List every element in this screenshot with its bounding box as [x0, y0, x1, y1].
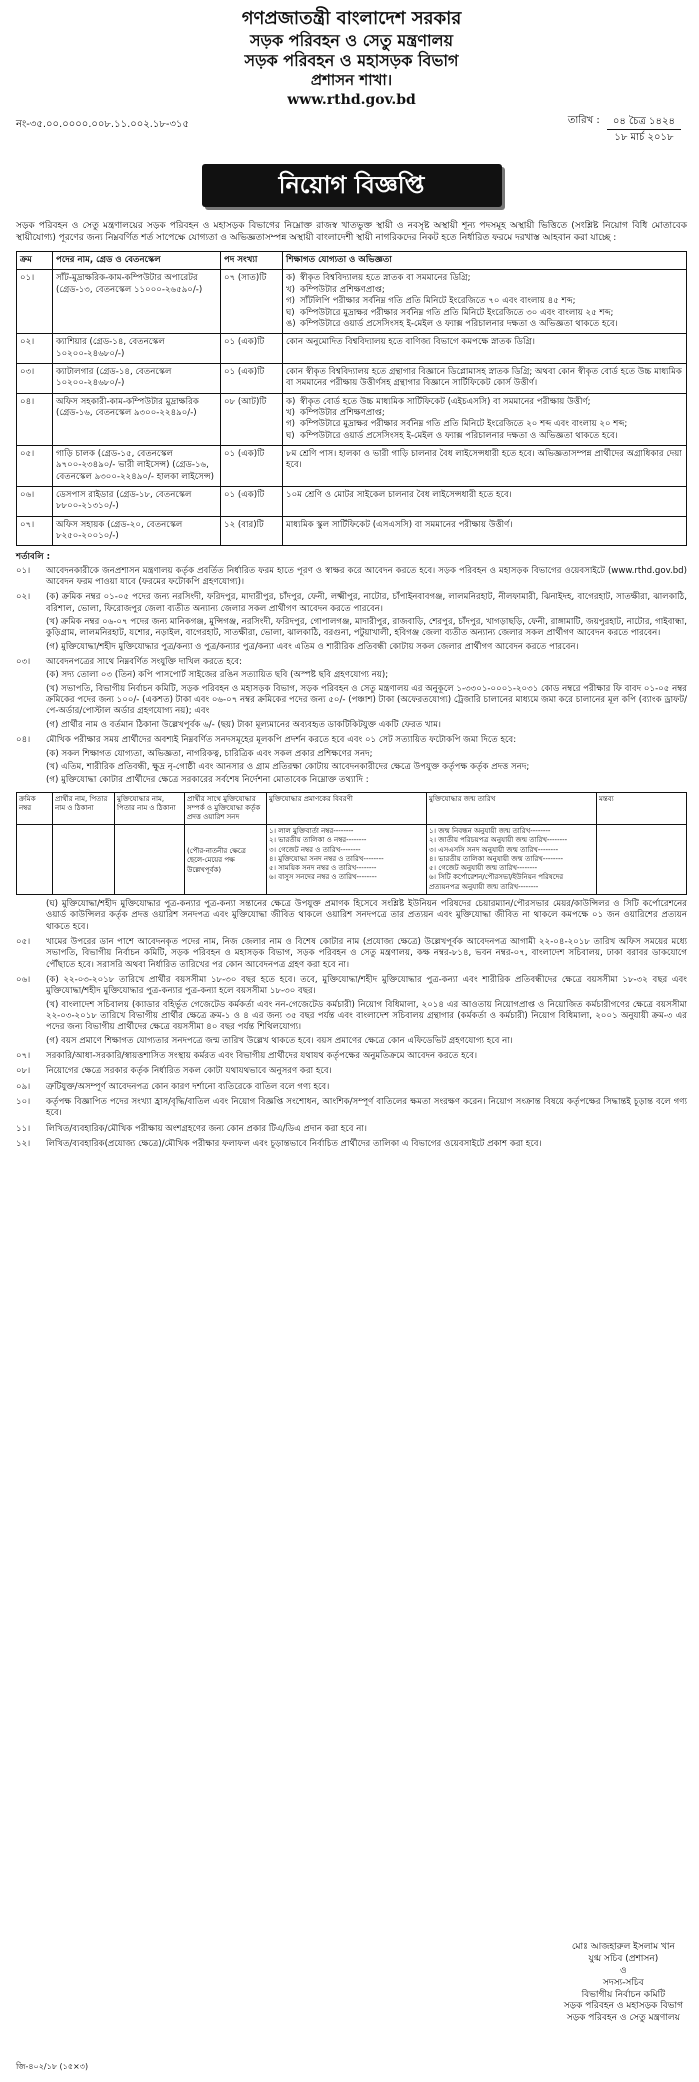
col-serial: ক্রম [17, 252, 53, 270]
condition-number: ০৮। [16, 1066, 31, 1077]
condition-item [16, 1051, 687, 1064]
ff-cell [53, 825, 115, 895]
condition-item [16, 566, 687, 591]
qualification-item [286, 285, 683, 296]
condition-number: ০৩। [16, 657, 31, 668]
ff-proof-item: ৬। বাসুস সনদের নম্বর ও তারিখ-------- [269, 873, 377, 882]
condition-paragraph: নিয়োগের ক্ষেত্রে সরকার কর্তৃক নির্ধারিত সকল কোটা যথাযথভাবে অনুসরণ করা হবে। [46, 1066, 332, 1077]
condition-text [46, 1139, 687, 1152]
qualification-key: ঘ) [286, 430, 295, 441]
ff-dob-item: ৬। সিটি কর্পোরেশন/পৌরসভা/ইউনিয়ন পরিষদের প্রত্যয়নপত্র অনুযায়ী জন্ম তারিখ-------- [429, 873, 564, 891]
condition-item [16, 1066, 687, 1079]
condition-number: ০৯। [16, 1081, 31, 1092]
posts-table-row [17, 516, 687, 546]
post-name: ক্যাশিয়ার (গ্রেড-১৪, বেতনস্কেল ১০২০০-২৪৬৮০/-) [53, 334, 221, 364]
ff-dob-item: ৩। এসএসসি সনদ অনুযায়ী জন্ম তারিখ-------- [429, 845, 559, 854]
condition-text [46, 937, 687, 973]
condition-paragraph: লিখিত/ব্যবহারিক/মৌখিক পরীক্ষায় অংশগ্রহণের জন্য কোন প্রকার টিএ/ডিএ প্রদান করা হবে না। [46, 1123, 367, 1134]
condition-text [46, 1124, 687, 1137]
posts-table-row [17, 270, 687, 334]
qualification-item [286, 319, 683, 330]
col-post: পদের নাম, গ্রেড ও বেতনস্কেল [53, 252, 221, 270]
conditions-list [16, 566, 687, 789]
signatory-committee: বিভাগীয় নির্বাচন কমিটি [581, 1989, 666, 2000]
condition-text [46, 657, 687, 733]
qualification-item [286, 308, 683, 319]
condition-number: ০৬। [16, 974, 31, 985]
condition-paragraph: (খ) সভাপতি, বিভাগীয় নির্বাচন কমিটি, সড়ক পরিবহন ও মহাসড়ক বিভাগ, সড়ক পরিবহন ও সেতু মন্ত্রণালয় এর অনুকূলে ১-৩৩০১-০০০১-২০৩১ কোড নম্বরে পরীক্ষার ফি বাবদ ০১-০৫ নম্বর ক্রমিকের পদের জন্য ১০০/- (একশত) টাকা এবং ০৬-০৭ নম্বর ক্রমিকের পদের জন্য ৫০/- (পঞ্চাশ) টাকা (অফেরতযোগ্য) ট্রেজারি চালানের মাধ্যমে জমা করে চালানের মূল কপি (ব্যাংক ড্রাফট/পে-অর্ডার/পোস্টাল অর্ডার গ্রহণযোগ্য নয়); এবং [46, 683, 687, 717]
condition-paragraph: (ক) ক্রমিক নম্বর ০১-০৫ পদের জন্য নরসিংদী, ফরিদপুর, মাদারীপুর, চাঁদপুর, ফেনী, লক্ষ্মীপুর, নাটোর, চাঁপাইনবাবগঞ্জ, লালমনিরহাট, নীলফামারী, ঝিনাইদহ, বাগেরহাট, সাতক্ষীরা, ঝালকাঠি, বরিশাল, ভোলা, ফিরোজপুর জেলা ব্যতীত অন্যান্য জেলার সকল প্রার্থীগণ আবেদন করতে পারবেন। [46, 592, 687, 614]
post-serial: ০২। [17, 334, 53, 364]
post-serial: ০৭। [17, 516, 53, 546]
post-qualifications [283, 393, 687, 445]
condition-item [16, 657, 687, 733]
qualification-key: খ) [286, 407, 295, 418]
condition-text [46, 1066, 687, 1079]
ff-col-candidate: প্রার্থীর নাম, পিতার নাম ও ঠিকানা [53, 792, 115, 825]
post-count: ১২ (বার)টি [221, 516, 283, 546]
qualification-text: কম্পিউটারে মুদ্রাক্ষর পরীক্ষার সর্বনিম্ন গতি প্রতি মিনিটে ইংরেজিতে ২০ শব্দ এবং বাংলায় ২০ শব্দ; [300, 419, 628, 430]
posts-table-row [17, 334, 687, 364]
post-count: ০৮ (আট)টি [221, 393, 283, 445]
post-qualifications [283, 270, 687, 334]
qualification-item [286, 431, 683, 442]
condition-text [46, 1051, 687, 1064]
condition-text [46, 1097, 687, 1122]
qualification-key: ক) [286, 273, 296, 284]
section-title: প্রশাসন শাখা। [310, 70, 393, 89]
post-name: ডেসপাস রাইডার (গ্রেড-১৮, বেতনস্কেল ৮৮০০-২১৩১০/-) [53, 486, 221, 516]
division-title: সড়ক পরিবহন ও মহাসড়ক বিভাগ [244, 50, 459, 70]
condition-paragraph: কর্তৃপক্ষ বিজ্ঞাপিত পদের সংখ্যা হ্রাস/বৃদ্ধি/বাতিল এবং নিয়োগ বিজ্ঞপ্তি সংশোধন, আংশিক/সম্পূর্ণ বাতিলের ক্ষমতা সংরক্ষণ করেন। নিয়োগ সংক্রান্ত বিষয়ে কর্তৃপক্ষের সিদ্ধান্তই চূড়ান্ত বলে গণ্য হবে। [46, 1097, 687, 1119]
date-english: ১৮ মার্চ ২০১৮ [614, 131, 674, 143]
ff-relation-note: (পৌর-নাতনীর ক্ষেত্রে ছেলে-মেয়ের পক্ষ উল্লেখপূর্বক) [185, 825, 267, 895]
ff-col-relation: প্রার্থীর সাথে মুক্তিযোদ্ধার সম্পর্ক ও মুক্তিযোদ্ধা কর্তৃক প্রদত্ত ওয়ারিশ সনদ [185, 792, 267, 825]
condition-paragraph: মৌখিক পরীক্ষার সময় প্রার্থীদের অবশ্যই নিম্নবর্ণিত সনদসমূহের মূলকপি প্রদর্শন করতে হবে এবং ০১ সেট সত্যায়িত ফটোকপি জমা দিতে হবে: [46, 735, 517, 746]
post-name: সাঁট-মুদ্রাক্ষরিক-কাম-কম্পিউটার অপারেটর (গ্রেড-১৩, বেতনস্কেল ১১০০০-২৬৫৯০/-) [53, 270, 221, 334]
condition-item [16, 592, 687, 655]
condition-paragraph: (ক) ২২-০৩-২০১৮ তারিখে প্রার্থীর বয়সসীমা ১৮-৩০ বছর হতে হবে। তবে, মুক্তিযোদ্ধা/শহীদ মুক্তিযোদ্ধার পুত্র-কন্যা এবং শারীরিক প্রতিবন্ধীদের ক্ষেত্রে বয়সসীমা ১৮-৩২ বছর এবং মুক্তিযোদ্ধা/শহীদ মুক্তিযোদ্ধার পুত্র-কন্যার পুত্র-কন্যা হলে বয়সসীমা ১৮-৩০ বছর। [46, 974, 687, 997]
ff-dob-item: ৫। গেজেট অনুযায়ী জন্ম তারিখ-------- [429, 864, 538, 873]
condition-item [16, 899, 687, 935]
signature-block [564, 1942, 683, 2025]
condition-item [16, 1097, 687, 1122]
date-bangla: ০৪ চৈত্র ১৪২৪ [607, 114, 681, 130]
condition-paragraph: (খ) এতিম, শারীরিক প্রতিবন্ধী, ক্ষুদ্র নৃ-গোষ্ঠী এবং আনসার ও গ্রাম প্রতিরক্ষা কোটায় আবেদনকারীদের ক্ষেত্রে উপযুক্ত কর্তৃপক্ষ কর্তৃক প্রদত্ত সনদ; [46, 761, 530, 772]
qualification-item [286, 520, 683, 531]
date-label: তারিখ : [567, 114, 600, 126]
post-count: ০১ (এক)টি [221, 363, 283, 393]
ff-col-dob: মুক্তিযোদ্ধার জন্ম তারিখ [427, 792, 597, 825]
condition-paragraph: (ক) সকল শিক্ষাগত যোগ্যতা, অভিজ্ঞতা, নাগরিকত্ব, চারিত্রিক এবং সকল প্রকার প্রশিক্ষণের সনদ; [46, 748, 373, 759]
qualification-item [286, 367, 683, 390]
qualification-text: কম্পিউটারে মুদ্রাক্ষর পরীক্ষার সর্বনিম্ন গতি প্রতি মিনিটে ইংরেজিতে ৩০ এবং বাংলায় ২৫ শব্দ; [300, 307, 614, 318]
ff-dob-item: ২। জাতীয় পরিচয়পত্র অনুযায়ী জন্ম তারিখ-------- [429, 836, 568, 845]
ff-col-freedom-fighter: মুক্তিযোদ্ধার নাম, পিতার নাম ও ঠিকানা [115, 792, 185, 825]
govt-title: গণপ্রজাতন্ত্রী বাংলাদেশ সরকার [241, 8, 462, 29]
condition-number: ০৪। [16, 735, 31, 746]
conditions-title: শর্তাবলি : [16, 552, 51, 563]
condition-paragraph: সরকারি/আধা-সরকারি/স্বায়ত্তশাসিত সংস্থায় কর্মরত এবং বিভাগীয় প্রার্থীদের যথাযথ কর্তৃপক্ষের অনুমতিক্রমে আবেদন করতে হবে। [46, 1051, 478, 1062]
col-count: পদ সংখ্যা [221, 252, 283, 270]
ff-cell [17, 825, 53, 895]
qualification-key: খ) [286, 284, 295, 295]
post-count: ০৭ (সাত)টি [221, 270, 283, 334]
qualification-key: গ) [286, 419, 295, 430]
post-count: ০১ (এক)টি [221, 486, 283, 516]
condition-number: ১২। [16, 1139, 31, 1150]
post-qualifications [283, 334, 687, 364]
ministry-title: সড়ক পরিবহন ও সেতু মন্ত্রণালয় [249, 30, 454, 50]
condition-paragraph: (ঘ) মুক্তিযোদ্ধা/শহীদ মুক্তিযোদ্ধার পুত্র-কন্যার পুত্র-কন্যা সন্তানের ক্ষেত্রে উপযুক্ত প্রমাণক হিসেবে সংশ্লিষ্ট ইউনিয়ন পরিষদের চেয়ারম্যান/পৌরসভার মেয়র/কাউন্সিলর ও সিটি কর্পোরেশনের ওয়ার্ড কাউন্সিলর কর্তৃক প্রদত্ত ওয়ারিশ সনদপত্র এবং মুক্তিযোদ্ধা জীবিত থাকলে ওয়ারিশ সনদপত্রে তার প্রত্যয়ন এবং মুক্তিযোদ্ধা জীবিত না থাকলে কমপক্ষে ০১ জন ওয়ারিশের প্রত্যয়ন থাকতে হবে। [46, 898, 687, 932]
posts-table-row [17, 363, 687, 393]
signatory-role: সদস্য-সচিব [602, 1977, 644, 1988]
qualification-item [286, 273, 683, 284]
signatory-title: যুগ্ম সচিব (প্রশাসন) [588, 1953, 659, 1964]
condition-text [46, 1082, 687, 1095]
condition-paragraph: (গ) মুক্তিযোদ্ধা/শহীদ মুক্তিযোদ্ধার পুত্র/কন্যা ও পুত্র/কন্যার পুত্র/কন্যা এবং এতিম ও শারীরিক প্রতিবন্ধী কোটায় সকল জেলার প্রার্থীগণ আবেদন করতে পারবেন। [46, 641, 579, 652]
qualification-key: ঘ) [286, 307, 295, 318]
ff-proof-item: ২। ভারতীয় তালিকা ও নম্বর-------- [269, 836, 367, 845]
condition-item [16, 735, 687, 788]
post-name: অফিস সহায়ক (গ্রেড-২০, বেতনস্কেল ৮২৫০-২০০১০/-) [53, 516, 221, 546]
posts-table-row [17, 486, 687, 516]
ff-dob-list [427, 825, 597, 895]
posts-table-row [17, 393, 687, 445]
condition-item [16, 1124, 687, 1137]
condition-number: ০২। [16, 592, 31, 603]
condition-item [16, 1082, 687, 1095]
condition-number: ১০। [16, 1097, 31, 1108]
freedom-fighter-table [16, 792, 687, 895]
qualification-item [286, 419, 683, 430]
qualification-text: ৮ম শ্রেণি পাস। হালকা ও ভারী গাড়ি চালনার বৈধ লাইসেন্সধারী হতে হবে। অভিজ্ঞতাসম্পন্ন প্রার্থীদের অগ্রাধিকার দেয়া হবে। [286, 448, 682, 471]
ff-proof-item: ১। লাল মুক্তিবার্তা নম্বর-------- [269, 827, 354, 836]
qualification-key: গ) [286, 296, 295, 307]
condition-number: ০৭। [16, 1051, 31, 1062]
post-serial: ০৩। [17, 363, 53, 393]
ff-proof-item: ৩। গেজেট নম্বর ও তারিখ-------- [269, 845, 361, 854]
condition-item [16, 1139, 687, 1152]
qualification-text: কম্পিউটার প্রশিক্ষণপ্রাপ্ত; [300, 407, 385, 418]
qualification-key: ঙ) [286, 318, 296, 329]
condition-paragraph: আবেদনকারীকে জনপ্রশাসন মন্ত্রণালয় কর্তৃক প্রবর্তিত নির্ধারিত ফরম হাতে পূরণ ও স্বাক্ষর করে আবেদন করতে হবে। সড়ক পরিবহন ও মহাসড়ক বিভাগের ওয়েবসাইটে (www.rthd.gov.bd) আবেদন ফরম পাওয়া যাবে (ফরমের ফটোকপি গ্রহণযোগ্য)। [46, 565, 687, 588]
qualification-item [286, 449, 683, 472]
memo-number: নং-৩৫.০০.০০০০.০০৮.১১.০০২.১৮-৩১৫ [16, 118, 189, 130]
post-qualifications [283, 363, 687, 393]
condition-number: ০৫। [16, 936, 31, 947]
condition-paragraph: (খ) ক্রমিক নম্বর ০৬-০৭ পদের জন্য মানিকগঞ্জ, মুন্সিগঞ্জ, নরসিংদী, ফরিদপুর, গোপালগঞ্জ, মাদারীপুর, রাজবাড়ি, শেরপুর, চাঁদপুর, খাগড়াছড়ি, ফেনী, রাঙ্গামাটি, জয়পুরহাট, নাটোর, গাইবান্ধা, কুড়িগ্রাম, লালমনিরহাট, যশোর, নড়াইল, বাগেরহাট, সাতক্ষীরা, ভোলা, ঝালকাঠি, বরগুনা, পটুয়াখালী, হবিগঞ্জ জেলা ব্যতীত অন্যান্য জেলার সকল প্রার্থীগণ আবেদন করতে পারবেন। [46, 617, 687, 639]
condition-text [46, 592, 687, 655]
intro-paragraph: সড়ক পরিবহন ও সেতু মন্ত্রণালয়ের সড়ক পরিবহন ও মহাসড়ক বিভাগের নিম্নোক্ত রাজস্ব খাতভুক্ত স্থায়ী ও নবসৃষ্ট অস্থায়ী শূন্য পদসমূহ অস্থায়ী ভিত্তিতে (সংশ্লিষ্ট নিয়োগ বিধি মোতাবেক স্থায়ীযোগ্য) পূরণের জন্য নিম্নবর্ণিত শর্ত সাপেক্ষে যোগ্যতা ও অভিজ্ঞতাসম্পন্ন অস্থায়ী বাংলাদেশী স্থায়ী নাগরিকদের নিকট হতে নির্ধারিত ফরমে দরখাস্ত আহবান করা যাচ্ছে : [16, 221, 687, 244]
qualification-text: কোন অনুমোদিত বিশ্ববিদ্যালয় হতে বাণিজ্য বিভাগে কমপক্ষে স্নাতক ডিগ্রি। [286, 337, 535, 348]
condition-number [16, 899, 46, 935]
qualification-key: ক) [286, 396, 296, 407]
signatory-division: সড়ক পরিবহন ও মহাসড়ক বিভাগ [563, 2001, 683, 2012]
qualification-text: স্বীকৃত বিশ্ববিদ্যালয় হতে স্নাতক বা সমমানের ডিগ্রি; [300, 273, 471, 284]
post-name: ক্যাটালগার (গ্রেড-১৪, বেতনস্কেল ১০২০০-২৪৬৮০/-) [53, 363, 221, 393]
posts-table-row [17, 445, 687, 486]
letterhead [16, 8, 687, 110]
qualification-text: স্বীকৃত বোর্ড হতে উচ্চ মাধ্যমিক সার্টিফিকেট (এইচএসসি) বা সমমানের পরীক্ষায় উত্তীর্ণ; [300, 396, 591, 407]
qualification-item [286, 490, 683, 501]
reference-row [16, 114, 687, 154]
col-qualification: শিক্ষাগত যোগ্যতা ও অভিজ্ঞতা [283, 252, 687, 270]
qualification-text: ১০ম শ্রেণি ও মোটর সাইকেল চালনার বৈধ লাইসেন্সধারী হতে হবে। [286, 489, 512, 500]
posts-table [16, 251, 687, 546]
ff-blank-row [17, 825, 687, 895]
qualification-text: মাধ্যমিক স্কুল সার্টিফিকেট (এসএসসি) বা সমমানের পরীক্ষায় উত্তীর্ণ। [286, 519, 513, 530]
qualification-item [286, 408, 683, 419]
condition-paragraph: (গ) বয়স প্রমাণে শিক্ষাগত যোগ্যতার সনদপত্রে জন্ম তারিখ উল্লেখ থাকতে হবে। বয়স প্রমাণের ক্ষেত্রে কোন এফিডেভিট গ্রহণযোগ্য হবে না। [46, 1035, 513, 1046]
qualification-item [286, 337, 683, 348]
website-link[interactable]: www.rthd.gov.bd [287, 92, 416, 109]
qualification-text: কম্পিউটার প্রশিক্ষণপ্রাপ্ত; [300, 284, 385, 295]
condition-text [46, 735, 687, 788]
qualification-text: কোন স্বীকৃত বিশ্ববিদ্যালয় হতে গ্রন্থাগার বিজ্ঞানে ডিপ্লোমাসহ স্নাতক ডিগ্রি; অথবা কোন স্বীকৃত বোর্ড হতে উচ্চ মাধ্যমিক বা সমমানের পরীক্ষায় উত্তীর্ণসহ গ্রন্থাগার বিজ্ঞানে সার্টিফিকেট কোর্স উত্তীর্ণ। [286, 366, 682, 389]
condition-paragraph: (খ) বাংলাদেশ সচিবালয় (ক্যাডার বহির্ভূত গেজেটেড কর্মকর্তা এবং নন-গেজেটেড কর্মচারী) নিয়োগ বিধিমালা, ২০১৪ এর আওতায় নিয়োগপ্রাপ্ত ও নিয়োজিত কর্মচারীগণের ক্ষেত্রে বয়সসীমা ২২-০৩-২০১৮ তারিখে বিভাগীয় প্রার্থীর ক্ষেত্রে ক্রম-১ ও ৪ এর জন্য ৩৫ বছর পর্যন্ত এবং বাংলাদেশ সচিবালয় গ্রন্থাগার (কর্মকর্তা ও কর্মচারী) নিয়োগ বিধিমালা, ২০০১ অনুযায়ী ক্রম-৩ এর পদের জন্য বিভাগীয় প্রার্থীদের ক্ষেত্রে বয়সসীমা ৪০ বছর পর্যন্ত শিথিলযোগ্য। [46, 999, 687, 1033]
signatory-and: ও [620, 1965, 627, 1976]
post-name: অফিস সহকারী-কাম-কম্পিউটার মুদ্রাক্ষরিক (গ্রেড-১৬, বেতনস্কেল ৯৩০০-২২৪৯০/-) [53, 393, 221, 445]
post-serial: ০১। [17, 270, 53, 334]
condition-paragraph: (ক) সদ্য তোলা ০৩ (তিন) কপি পাসপোর্ট সাইজের রঙিন সত্যায়িত ছবি (অস্পষ্ট ছবি গ্রহণযোগ্য নয়); [46, 670, 389, 681]
post-qualifications [283, 486, 687, 516]
condition-item [16, 937, 687, 973]
ff-col-remarks: মন্তব্য [597, 792, 687, 825]
condition-paragraph: খামের উপরের ডান পাশে আবেদনকৃত পদের নাম, নিজ জেলার নাম ও বিশেষ কোটার নাম (প্রযোজ্য ক্ষেত্রে) উল্লেখপূর্বক আবেদনপত্র আগামী ২২-০৪-২০১৮ তারিখ অফিস সময়ের মধ্যে সভাপতি, বিভাগীয় নির্বাচন কমিটি, সড়ক পরিবহন ও মহাসড়ক বিভাগ, সড়ক পরিবহন ও সেতু মন্ত্রণালয়, কক্ষ নম্বর-৮১৪, ভবন নম্বর-০৭, বাংলাদেশ সচিবালয়, ঢাকা বরাবর ডাকযোগে পৌঁছাতে হবে। সরাসরি অথবা নির্ধারিত তারিখের পর কোন আবেদনপত্র গ্রহণ করা হবে না। [46, 936, 687, 970]
condition-paragraph: ত্রুটিযুক্ত/অসম্পূর্ণ আবেদনপত্র কোন কারণ দর্শানো ব্যতিরেকে বাতিল বলে গণ্য হবে। [46, 1081, 330, 1092]
qualification-text: সাঁটলিপি পরীক্ষার সর্বনিম্ন গতি প্রতি মিনিটে ইংরেজিতে ৭০ এবং বাংলায় ৪৫ শব্দ; [300, 296, 576, 307]
post-qualifications [283, 445, 687, 486]
posts-table-header [17, 252, 687, 270]
ff-proof-item: ৪। মুক্তিযোদ্ধা সনদ নম্বর ও তারিখ-------- [269, 854, 384, 863]
post-count: ০১ (এক)টি [221, 334, 283, 364]
condition-text [46, 899, 687, 935]
condition-number: ০১। [16, 565, 31, 576]
post-serial: ০৪। [17, 393, 53, 445]
ff-cell [597, 825, 687, 895]
condition-item [16, 975, 687, 1049]
ff-col-proof: মুক্তিযোদ্ধার প্রমাণকের বিবরণী [267, 792, 427, 825]
post-serial: ০৫। [17, 445, 53, 486]
date-block [568, 114, 681, 145]
condition-paragraph: (গ) প্রার্থীর নাম ও বর্তমান ঠিকানা উল্লেখপূর্বক ৬/- (ছয়) টাকা মূল্যমানের অব্যবহৃত ডাকটিকিটযুক্ত একটি ফেরত খাম। [46, 719, 441, 730]
ff-cell [115, 825, 185, 895]
ff-proof-list [267, 825, 427, 895]
qualification-item [286, 296, 683, 307]
condition-paragraph: আবেদনপত্রের সাথে নিম্নবর্ণিত সংযুক্তি দাখিল করতে হবে: [46, 657, 242, 668]
ff-dob-item: ৪। ভারতীয় তালিকা অনুযায়ী জন্ম তারিখ-------- [429, 854, 564, 863]
qualification-text: কম্পিউটারে ওয়ার্ড প্রসেসিংসহ ই-মেইল ও ফ্যাক্স পরিচালনার দক্ষতা ও অভিজ্ঞতা থাকতে হবে। [300, 430, 618, 441]
signatory-name: মোঃ আজহারুল ইসলাম খান [571, 1942, 675, 1952]
post-count: ০১ (এক)টি [221, 445, 283, 486]
condition-number: ১১। [16, 1123, 31, 1134]
ff-proof-item: ৫। সাময়িক সনদ নম্বর ও তারিখ-------- [269, 864, 377, 873]
signatory-ministry: সড়ক পরিবহন ও সেতু মন্ত্রণালয় [566, 2013, 680, 2024]
ff-col-serial: ক্রমিক নম্বর [17, 792, 53, 825]
qualification-text: কম্পিউটারে ওয়ার্ড প্রসেসিংসহ ই-মেইল ও ফ্যাক্স পরিচালনার দক্ষতা ও অভিজ্ঞতা থাকতে হবে। [300, 318, 618, 329]
qualification-item [286, 397, 683, 408]
ff-dob-item: ১। জন্ম নিবন্ধন অনুযায়ী জন্ম তারিখ-------- [429, 827, 551, 836]
condition-paragraph: (গ) মুক্তিযোদ্ধা কোটার প্রার্থীদের ক্ষেত্রে সরকারের সর্বশেষ নির্দেশনা মোতাবেক নিম্নোক্ত তথ্যাদি : [46, 775, 369, 786]
condition-text [46, 975, 687, 1049]
notice-banner: নিয়োগ বিজ্ঞপ্তি [202, 164, 502, 208]
post-qualifications [283, 516, 687, 546]
conditions-list-continued [16, 899, 687, 1153]
footer-code: জি-৪০২/১৮ (১৫×৩) [16, 2062, 89, 2071]
condition-text [46, 566, 687, 591]
post-name: গাড়ি চালক (গ্রেড-১৫, বেতনস্কেল ৯৭০০-২৩৪৯০/- ভারী লাইসেন্স) (গ্রেড-১৬, বেতনস্কেল ৯৩০০-২২৪৯০/- হালকা লাইসেন্স) [53, 445, 221, 486]
post-serial: ০৬। [17, 486, 53, 516]
condition-paragraph: লিখিত/ব্যবহারিক(প্রযোজ্য ক্ষেত্রে)/মৌখিক পরীক্ষার ফলাফল এবং চূড়ান্তভাবে নির্বাচিত প্রার্থীদের তালিকা এ বিভাগের ওয়েবসাইটে প্রকাশ করা হবে। [46, 1139, 542, 1150]
